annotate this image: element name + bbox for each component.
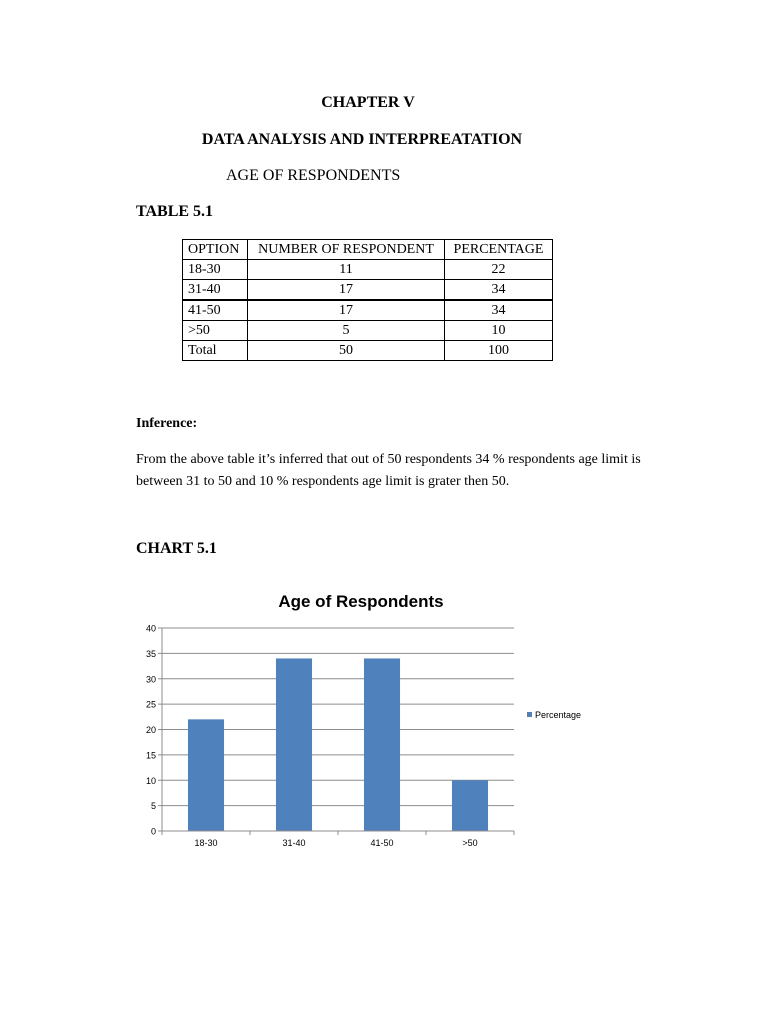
table-cell: 50 (248, 341, 445, 361)
respondents-table (182, 239, 553, 361)
table-cell: 31-40 (183, 280, 248, 301)
table-cell: 5 (248, 321, 445, 341)
legend-label: Percentage (535, 710, 582, 720)
table-header-cell: OPTION (183, 240, 248, 260)
sub-heading: AGE OF RESPONDENTS (226, 167, 401, 184)
x-tick-label: 31-40 (282, 838, 306, 848)
table-cell: 17 (248, 280, 445, 301)
table-cell: 34 (445, 300, 553, 321)
chapter-title: CHAPTER V (321, 94, 415, 111)
section-heading: DATA ANALYSIS AND INTERPREATATION (201, 131, 523, 148)
age-bar-chart (120, 580, 620, 860)
table-header-cell: NUMBER OF RESPONDENT (248, 240, 445, 260)
x-tick-label: >50 (462, 838, 478, 848)
chart-title: Age of Respondents (278, 592, 444, 611)
legend-swatch (527, 712, 532, 717)
inference-title: Inference: (136, 416, 198, 431)
bar (452, 780, 488, 831)
bar (364, 658, 400, 831)
x-tick-label: 41-50 (370, 838, 394, 848)
table-cell: 10 (445, 321, 553, 341)
bar (276, 658, 312, 831)
table-row (183, 260, 553, 280)
table-label: TABLE 5.1 (136, 203, 214, 220)
y-tick-label: 20 (145, 725, 156, 735)
table-cell: 34 (445, 280, 553, 301)
table-header-cell: PERCENTAGE (445, 240, 553, 260)
bar (188, 719, 224, 831)
table-row-total (183, 341, 553, 361)
table-cell: 41-50 (183, 300, 248, 321)
y-tick-label: 15 (145, 750, 156, 761)
y-tick-label: 25 (145, 699, 156, 710)
table-row (183, 321, 553, 341)
inference-paragraph: From the above table it’s inferred that out of 50 respondents 34 % respondents age limit is between 31 to 50 and 10 % respondents age limit is grater then 50. (136, 452, 641, 489)
table-row (183, 280, 553, 301)
table-cell: Total (183, 341, 248, 361)
y-tick-label: 40 (145, 623, 156, 634)
chart-label: CHART 5.1 (136, 540, 217, 557)
x-tick-label: 18-30 (194, 838, 218, 848)
table-cell: >50 (183, 321, 248, 341)
y-tick-label: 0 (150, 826, 156, 837)
table-cell: 100 (445, 341, 553, 361)
table-cell: 11 (248, 260, 445, 280)
y-tick-label: 5 (150, 801, 156, 812)
y-tick-label: 10 (145, 775, 156, 786)
y-tick-label: 35 (145, 648, 156, 659)
table-cell: 17 (248, 300, 445, 321)
y-tick-label: 30 (145, 674, 156, 685)
table-header-row (183, 240, 553, 260)
table-row (183, 300, 553, 321)
table-cell: 18-30 (183, 260, 248, 280)
table-cell: 22 (445, 260, 553, 280)
